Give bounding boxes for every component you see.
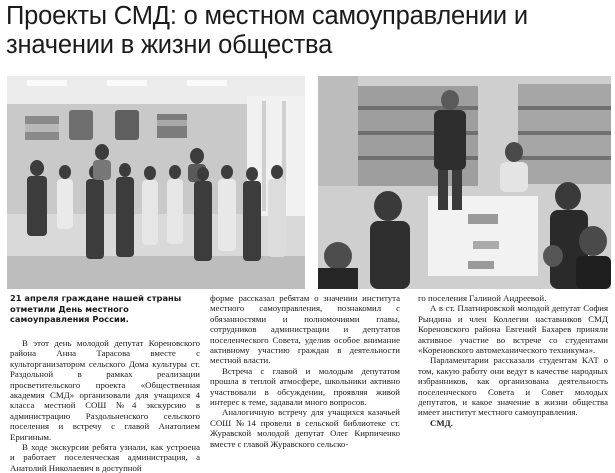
paragraph: Парламентарии рассказали студентам КАТ о том, какую работу они ведут в качестве народных избранников, как организована деятельность поселенческого Совета и Совет молодых депутатов, и какое значение в жизни общества имеет институт местного самоуправления.: [418, 355, 608, 418]
paragraph: форме рассказал ребятам о значении института местного самоуправления, познакомил с обязанностями и полномочиями главы, сотрудников администрации и депутатов поселенческого Совета, уделив особое внимание активному участию граждан в деятельности местной власти.: [210, 293, 400, 366]
article-column-2: [210, 293, 400, 449]
photo-caption: 21 апреля граждане нашей страны отметили День местного самоуправления России.: [10, 293, 182, 325]
library-photo: [318, 76, 611, 289]
paragraph: Аналогичную встречу для учащихся казачьей СОШ №14 провели в сельской библиотеке ст. Журавской молодой депутат Олег Кирпиченко вместе с главой Журавского сельско-: [210, 407, 400, 449]
paragraph: А в ст. Платнировской молодой депутат София Рындина и член Коллегии наставников СМД Кореновского района Евгений Бахарев приняли активное участие во встрече со студентами «Кореновского автомеханического техникума».: [418, 303, 608, 356]
group-photo: [7, 76, 305, 289]
paragraph: В этот день молодой депутат Кореновского района Анна Тарасова вместе с культорганизатором сельского Дома культуры ст. Раздольной в рамках реализации просветительского проекта «Общественная академия СМД» организовали для учащихся 4 класса местной СОШ №4 экскурсию в администрацию Раздольненского сельского поселения и встречу с главой Анатолием Еригиным.: [10, 338, 200, 442]
article-signature: СМД.: [430, 417, 453, 428]
article-headline: Проекты СМД: о местном самоуправлении и значении в жизни общества: [6, 2, 528, 59]
paragraph: Встреча с главой и молодым депутатом прошла в теплой атмосфере, школьники активно участвовали в обсуждении, проявляя живой интерес к теме, задавали много вопросов.: [210, 365, 400, 408]
paragraph: В ходе экскурсии ребята узнали, как устроена и работает поселенческая администрация, а Анатолий Николаевич в доступной: [10, 442, 200, 473]
article-column-3: [418, 293, 608, 428]
paragraph: го поселения Галиной Андреевой.: [418, 293, 547, 303]
group-photo-illustration: [7, 76, 305, 289]
library-photo-illustration: [318, 76, 611, 289]
article-column-1: [10, 338, 200, 473]
